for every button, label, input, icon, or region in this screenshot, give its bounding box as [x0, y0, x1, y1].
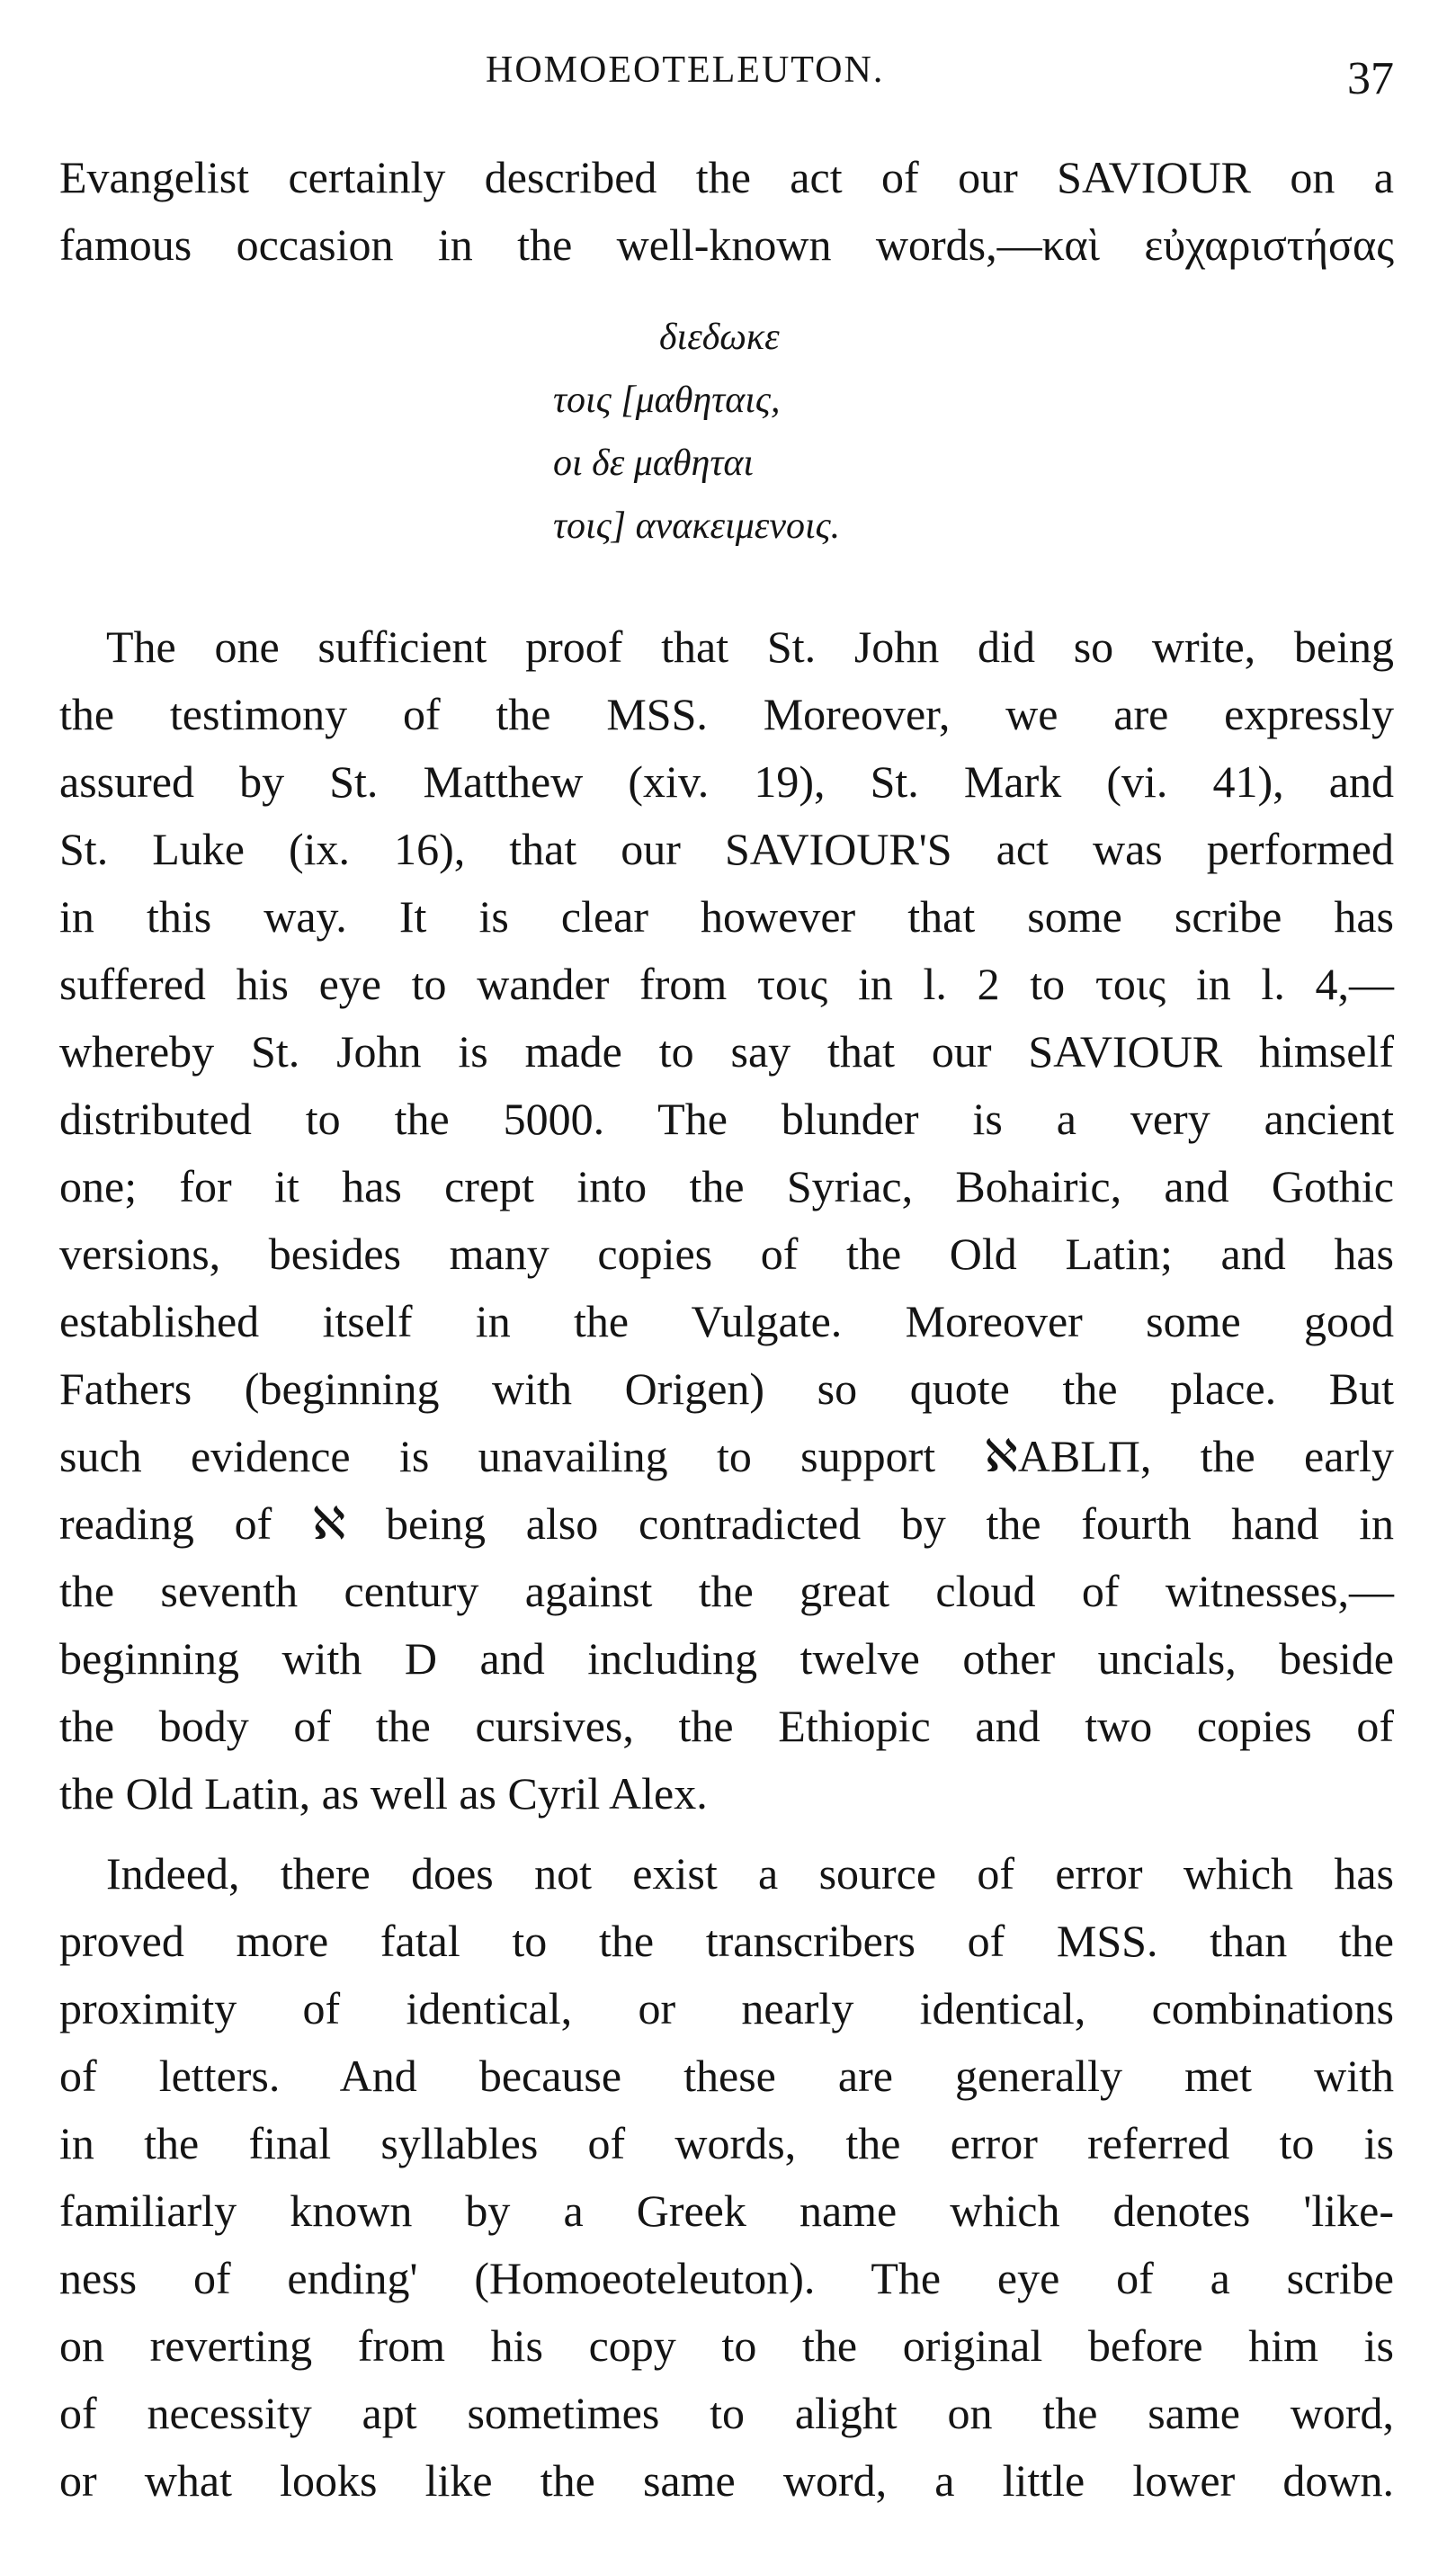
text-line: assured by St. Matthew (xiv. 19), St. Mark (vi. 41), and: [59, 756, 1394, 807]
text-line: whereby St. John is made to say that our SAVIOUR himself: [59, 1026, 1394, 1077]
text-line: St. Luke (ix. 16), that our SAVIOUR'S act was performed: [59, 824, 1394, 874]
text-line: the body of the cursives, the Ethiopic and two copies of: [59, 1701, 1394, 1751]
greek-line: διεδωκε: [659, 317, 780, 358]
text-line: the Old Latin, as well as Cyril Alex.: [59, 1768, 708, 1819]
greek-line: τοις] ανακειμενοις.: [553, 505, 841, 547]
text-line: proved more fatal to the transcribers of MSS. than the: [59, 1916, 1394, 1966]
page-number: 37: [1347, 53, 1394, 104]
text-line: the seventh century against the great cloud of witnesses,—: [59, 1566, 1394, 1616]
text-line: distributed to the 5000. The blunder is a very ancient: [59, 1094, 1394, 1144]
text-line: ness of ending' (Homoeoteleuton). The eye of a scribe: [59, 2253, 1394, 2303]
paragraph: [59, 1840, 1394, 2515]
text-line: Indeed, there does not exist a source of error which has: [106, 1848, 1394, 1899]
text-line: suffered his eye to wander from τοις in l. 2 to τοις in l. 4,—: [59, 959, 1394, 1009]
text-line: familiarly known by a Greek name which denotes 'like-: [59, 2185, 1394, 2236]
text-line: on reverting from his copy to the original before him is: [59, 2320, 1394, 2371]
text-line: in the final syllables of words, the error referred to is: [59, 2118, 1394, 2168]
running-head: [0, 45, 1456, 117]
paragraph-continuation: [59, 144, 1394, 279]
text-line: beginning with D and including twelve other uncials, beside: [59, 1633, 1394, 1684]
text-line: the testimony of the MSS. Moreover, we are expressly: [59, 689, 1394, 739]
text-line: of letters. And because these are generally met with: [59, 2051, 1394, 2101]
text-line: Evangelist certainly described the act of our SAVIOUR on a: [59, 152, 1394, 202]
text-line: proximity of identical, or nearly identical, combinations: [59, 1983, 1394, 2033]
paragraph: [59, 613, 1394, 1828]
text-line: versions, besides many copies of the Old Latin; and has: [59, 1229, 1394, 1279]
text-line: one; for it has crept into the Syriac, Bohairic, and Gothic: [59, 1161, 1394, 1211]
text-line: of necessity apt sometimes to alight on the same word,: [59, 2388, 1394, 2438]
running-title: HOMOEOTELEUTON.: [486, 49, 885, 91]
text-line: Fathers (beginning with Origen) so quote the place. But: [59, 1363, 1394, 1414]
greek-line: τοις [μαθηταις,: [553, 380, 781, 421]
greek-line: οι δε μαθηται: [553, 442, 755, 484]
text-line: famous occasion in the well-known words,—καὶ εὐχαριστήσας: [59, 219, 1394, 270]
greek-quotation: [553, 306, 1093, 558]
text-line: reading of ℵ being also contradicted by the fourth hand in: [59, 1498, 1394, 1549]
text-line: such evidence is unavailing to support ℵABLΠ, the early: [59, 1431, 1394, 1481]
text-line: in this way. It is clear however that some scribe has: [59, 891, 1394, 942]
text-line: The one sufficient proof that St. John did so write, being: [106, 621, 1394, 672]
text-line: established itself in the Vulgate. Moreover some good: [59, 1296, 1394, 1346]
text-line: or what looks like the same word, a little lower down.: [59, 2455, 1394, 2506]
